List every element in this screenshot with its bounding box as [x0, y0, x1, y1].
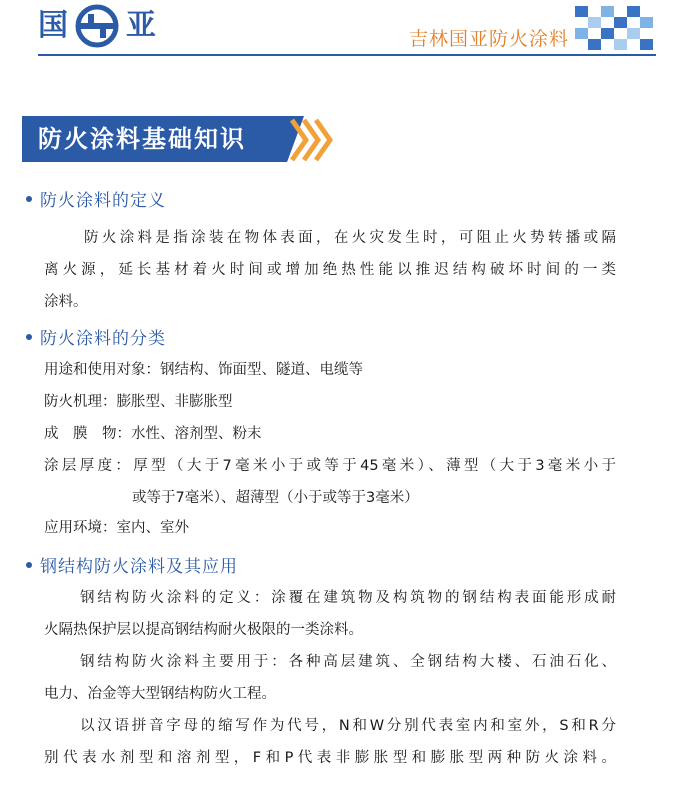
text-line: 钢结构防火涂料主要用于：各种高层建筑、全钢结构大楼、石油石化、 — [80, 654, 616, 670]
text-line: 火隔热保护层以提高钢结构耐火极限的一类涂料。 — [44, 622, 363, 638]
section-heading-definition-text: 防火涂料的定义 — [40, 191, 166, 211]
bullet-icon — [26, 562, 32, 568]
header-divider — [38, 54, 656, 56]
brand-name: 吉林国亚防火涂料 — [408, 28, 569, 50]
section-heading-steel — [26, 556, 238, 578]
checker-pattern-icon — [575, 6, 655, 50]
text-line: 防火涂料是指涂装在物体表面，在火灾发生时，可阻止火势转播或隔 — [84, 230, 616, 246]
classification-mechanism: 防火机理：膨胀型、非膨胀型 — [44, 394, 233, 410]
chevron-right-icon — [288, 118, 334, 162]
classification-environment: 应用环境：室内、室外 — [44, 520, 189, 536]
classification-thickness: 涂层厚度：厚型（大于7毫米小于或等于45毫米）、薄型（大于3毫米小于 — [44, 458, 616, 474]
text-line: 离火源，延长基材着火时间或增加绝热性能以推迟结构破坏时间的一类 — [44, 262, 616, 278]
text-line: 以汉语拼音字母的缩写作为代号，N和W分别代表室内和室外，S和R分 — [80, 718, 616, 734]
logo-right-char: 亚 — [126, 8, 156, 43]
text-line: 别代表水剂型和溶剂型，F和P代表非膨胀型和膨胀型两种防火涂料。 — [44, 750, 616, 766]
logo-emblem-icon — [74, 4, 120, 48]
bullet-icon — [26, 196, 32, 202]
page-title: 防火涂料基础知识 — [38, 125, 246, 153]
section-heading-classification-text: 防火涂料的分类 — [40, 329, 166, 349]
classification-usage: 用途和使用对象：钢结构、饰面型、隧道、电缆等 — [44, 362, 363, 378]
section-heading-steel-text: 钢结构防火涂料及其应用 — [40, 557, 238, 577]
logo-left-char: 国 — [38, 8, 68, 43]
classification-thickness-cont: 或等于7毫米）、超薄型（小于或等于3毫米） — [132, 490, 419, 506]
text-line: 钢结构防火涂料的定义：涂覆在建筑物及构筑物的钢结构表面能形成耐 — [80, 590, 616, 606]
section-heading-definition — [26, 190, 166, 212]
company-logo — [38, 4, 156, 48]
page-header — [0, 0, 691, 60]
bullet-icon — [26, 334, 32, 340]
text-line: 涂料。 — [44, 294, 88, 310]
text-line: 电力、冶金等大型钢结构防火工程。 — [44, 686, 276, 702]
section-heading-classification — [26, 328, 166, 350]
classification-film: 成 膜 物：水性、溶剂型、粉末 — [44, 426, 262, 442]
